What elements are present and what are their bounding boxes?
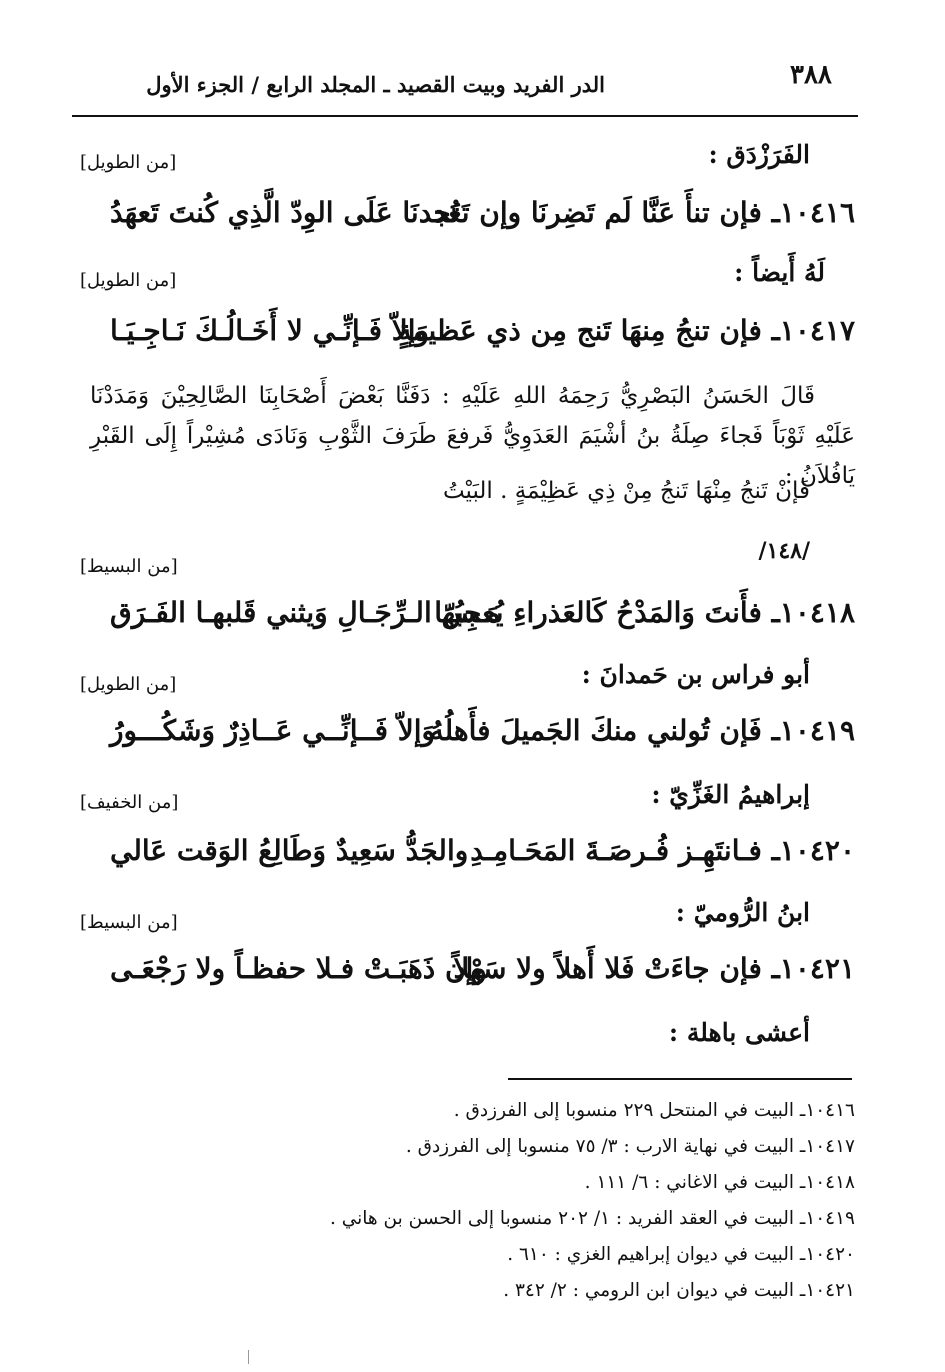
verse-first-hemistich: ١٠٤٢١ـ فإن جاءَتْ فَلا أَهلاً ولا سَهْلاً [453,952,855,985]
verse-second-hemistich: مَـسّ الـرِّجَـالِ وَيثني قَلبهـا الفَـرَق [110,596,501,629]
verse-second-hemistich: تَجدنَا عَلَى الوِدّ الَّذِي كُنتَ تَعهَدُ [110,196,460,229]
poet-name: أبو فراس بن حَمدانَ : [581,660,810,689]
running-header-title: الدر الفريد وبيت القصيد ـ المجلد الرابع / الجزء الأول [146,72,605,97]
meter-label: [من الخفيف] [80,792,179,813]
page-number: ٣٨٨ [790,60,832,90]
poet-name: الفَرَزْدَق : [708,140,810,169]
verse-second-hemistich: وَإلاّ فَــإنِّــي عَــاذِرٌ وَشَكُـــورُ [110,714,436,747]
meter-label: [من الطويل] [80,674,177,695]
verse-second-hemistich: والجَدُّ سَعِيدٌ وَطَالِعُ الوَقت عَالي [110,834,469,867]
meter-label: [من الطويل] [80,152,177,173]
meter-label: [من البسيط] [80,912,178,933]
footnote: ١٠٤١٨ـ البيت في الاغاني : ٦/ ١١١ . [584,1172,855,1193]
verse-first-hemistich: ١٠٤١٧ـ فإن تنجُ مِنهَا تَنج مِن ذي عَظيمةٍ [397,314,855,347]
verse-10416 [90,196,855,242]
poet-name: لَهُ أَيضاً : [734,258,825,287]
verse-first-hemistich: ١٠٤١٦ـ فإن تنأَ عَنَّا لَم تَضِرنَا وإن تَعُد [433,196,855,229]
verse-10419 [90,714,855,760]
poet-name: أعشى باهلة : [668,1018,810,1047]
footnote: ١٠٤١٧ـ البيت في نهاية الارب : ٣/ ٧٥ منسوبا إلى الفرزدق . [405,1136,855,1157]
verse-first-hemistich: ١٠٤٢٠ـ فـانتَهِـز فُـرصَـةَ المَحَـامِـدِ [470,834,855,867]
poet-name: ابنُ الرُّوميّ : [675,898,810,927]
footnote: ١٠٤٢٠ـ البيت في ديوان إبراهيم الغزي : ٦١٠ . [507,1244,855,1265]
verse-10418 [90,596,855,642]
prose-quote: فَإنْ تَنجُ مِنْهَا تَنجُ مِنْ ذِي عَظِيْمَةٍ . البَيْتُ [442,478,810,504]
footnote: ١٠٤٢١ـ البيت في ديوان ابن الرومي : ٢/ ٣٤٢ . [503,1280,855,1301]
verse-10420 [90,834,855,880]
verse-10421 [90,952,855,998]
footnote-rule [508,1078,852,1080]
prose-anecdote: قَالَ الحَسَنُ البَصْرِيُّ رَحِمَهُ اللهِ عَلَيْهِ : دَفَنَّا بَعْضَ أَصْحَابِنَا الصَّالِحِيْنَ وَمَدَدْنَا عَلَيْهِ ثَوْبَاً فَجاءَ صِلَةُ بنُ أشْيَمَ العَدَوِيُّ فَرفعَ طَرَفَ الثَّوْبِ وَنَادَى مُشِيْراً إِلَى القَبْرِ يَافُلاَنُ : [90,383,855,489]
source-reference: /١٤٨/ [758,538,810,564]
footnote: ١٠٤١٩ـ البيت في العقد الفريد : ١/ ٢٠٢ منسوبا إلى الحسن بن هاني . [329,1208,855,1229]
verse-second-hemistich: وَإلاّ فَـإنِّـي لا أَخَـالُـكَ نَـاجِـيَـا [110,314,430,347]
verse-first-hemistich: ١٠٤١٩ـ فَإن تُولني منكَ الجَميلَ فأَهلُهُ [429,714,855,747]
header-rule [72,115,858,117]
poet-name: إبراهيمُ الغَزِّيّ : [651,780,810,809]
scan-mark [248,1350,249,1364]
footnote: ١٠٤١٦ـ البيت في المنتحل ٢٢٩ منسوبا إلى الفرزدق . [453,1100,855,1121]
meter-label: [من الطويل] [80,270,177,291]
verse-second-hemistich: وإن ذَهَبَـتْ فـلا حفظـاً ولا رَجْعَـى [110,952,487,985]
meter-label: [من البسيط] [80,556,178,577]
verse-first-hemistich: ١٠٤١٨ـ فأَنتَ وَالمَدْحُ كَالعَذراءِ يُعجِبُهَا [434,596,855,629]
verse-10417 [90,314,855,360]
